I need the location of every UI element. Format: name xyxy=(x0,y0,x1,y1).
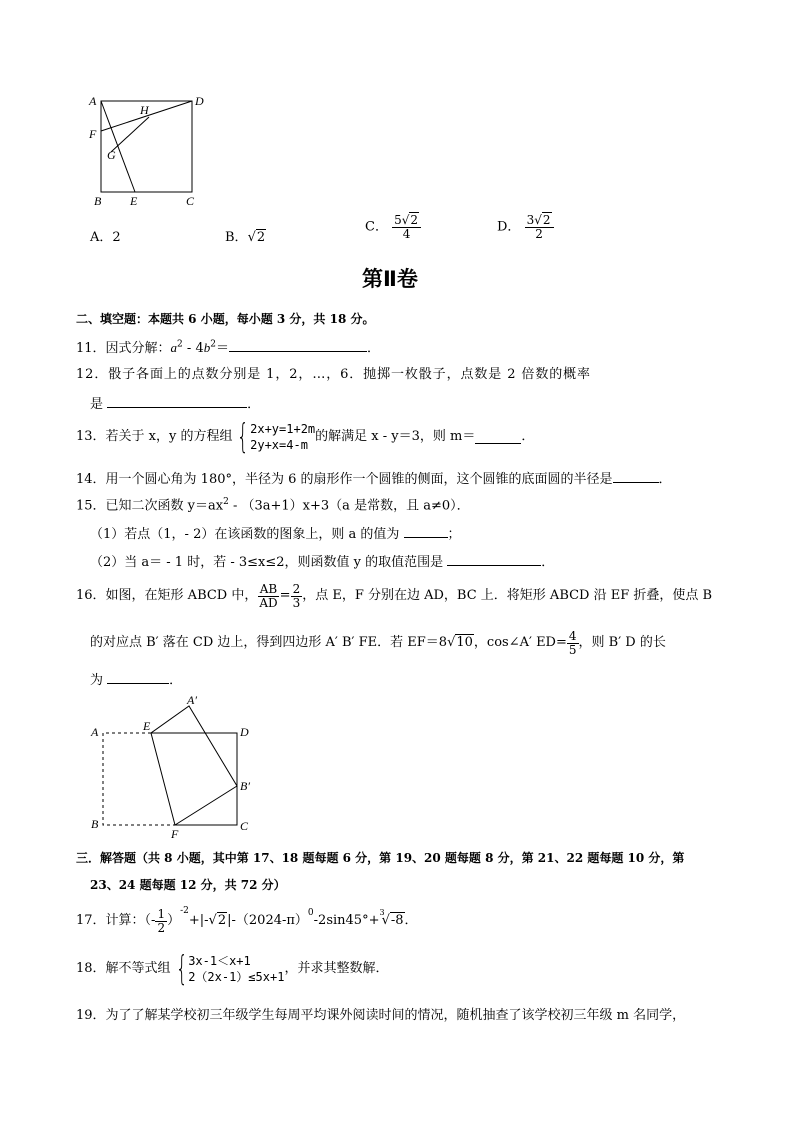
label-c: C xyxy=(186,194,195,208)
label-a: A xyxy=(89,94,97,108)
segment-ae xyxy=(101,101,135,192)
question-12-line1: 12．骰子各面上的点数分别是 1，2，…，6．抛掷一枚骰子，点数是 2 倍数的概率 xyxy=(76,367,591,382)
sqrt: √2 xyxy=(247,230,266,245)
section-3-heading-line1: 三．解答题（共 8 小题，其中第 17、18 题每题 6 分，第 19、20 题每题 8 分，第 21、22 题每题 10 分，第 xyxy=(76,851,685,865)
label-b: B xyxy=(94,194,102,208)
brace: { xyxy=(237,417,250,457)
question-15-part2: （2）当 a＝ - 1 时，若 - 3≤x≤2，则函数值 y 的取值范围是 ． xyxy=(90,555,555,570)
fraction: $\frac{AB}{AD}$ xyxy=(259,582,278,610)
choice-b[interactable]: B．√2 xyxy=(225,230,266,245)
fraction: $\frac{1}{2}$ xyxy=(157,907,166,935)
label-b-prime: B′ xyxy=(240,779,250,793)
answer-blank[interactable] xyxy=(404,525,448,538)
answer-blank[interactable] xyxy=(613,470,659,483)
section-3-heading-line2: 23、24 题每题 12 分，共 72 分） xyxy=(90,878,286,892)
sqrt: √2 xyxy=(208,913,227,929)
question-13: 13．若关于 x，y 的方程组 { 2x+y=1+2m 2y+x=4-m 的解满足 x - y＝3，则 m＝ ． xyxy=(76,417,535,457)
choice-d[interactable]: D． $\frac{3√2}{2}$ xyxy=(497,214,554,240)
folded-quadrilateral xyxy=(151,706,237,825)
fraction: $\frac{2}{3}$ xyxy=(292,582,301,610)
rectangle-remaining xyxy=(151,733,237,825)
answer-blank[interactable] xyxy=(475,431,521,444)
fraction: $\frac{5√2}{4}$ xyxy=(392,214,421,240)
figure-folded-rectangle xyxy=(85,692,265,842)
section-2-heading: 二、填空题：本题共 6 小题，每小题 3 分，共 18 分。 xyxy=(76,312,375,326)
question-11: 11．因式分解：$a^2 - 4b^2=$ ． xyxy=(76,339,380,356)
figure-square-abcd xyxy=(80,88,210,213)
question-18: 18．解不等式组 { 3x-1＜x+1 2（2x-1）≤5x+1 ，并求其整数解． xyxy=(76,949,389,989)
label-d: D xyxy=(195,94,204,108)
fraction: $\frac{4}{5}$ xyxy=(568,629,577,657)
cube-root: √-8 xyxy=(381,913,404,929)
sqrt: √10 xyxy=(447,635,473,651)
answer-blank[interactable] xyxy=(229,339,367,352)
volume-title: 第Ⅱ卷 xyxy=(362,267,418,291)
answer-blank[interactable] xyxy=(447,553,541,566)
original-part-dashed xyxy=(103,733,175,825)
label-c: C xyxy=(240,819,249,833)
label-a-prime: A′ xyxy=(187,693,197,707)
question-16-line3: 为 ． xyxy=(90,673,183,688)
answer-blank[interactable] xyxy=(107,671,169,684)
label-b: B xyxy=(91,817,99,831)
label-d: D xyxy=(240,725,249,739)
answer-blank[interactable] xyxy=(107,395,247,408)
question-12-line2: 是 ． xyxy=(90,397,261,412)
label-e: E xyxy=(143,719,151,733)
brace: { xyxy=(175,949,188,989)
label-h: H xyxy=(140,103,149,117)
question-14: 14．用一个圆心角为 180°，半径为 6 的扇形作一个圆锥的侧面，这个圆锥的底面圆的半径是 ． xyxy=(76,472,672,487)
question-19: 19．为了了解某学校初三年级学生每周平均课外阅读时间的情况，随机抽查了该学校初三年级 m 名同学， xyxy=(76,1008,686,1023)
label-g: G xyxy=(107,148,116,162)
fraction: $\frac{3√2}{2}$ xyxy=(525,214,554,240)
label-f: F xyxy=(89,127,97,141)
label-a: A xyxy=(91,725,99,739)
label-f: F xyxy=(171,827,179,841)
choice-a[interactable]: A．2 xyxy=(90,230,121,245)
question-15-stem: 15．已知二次函数 $y=ax^2 - (3a+1)x+3(a$ 是常数，且 a≠0）． xyxy=(76,497,470,514)
question-16-line1: 16．如图，在矩形 ABCD 中， $\frac{AB}{AD}$ = $\frac{2}{3}$ ，点 E，F 分别在边 AD，BC 上．将矩形 ABCD 沿 EF 折叠，使点 B xyxy=(76,582,713,610)
question-17: 17．计算：（- $\frac{1}{2}$ ） $^{-2}$ +|- √2 |-（2024-π） $^0$ -2sin45°+ $^3$ √-8 ． xyxy=(76,905,418,935)
choice-c[interactable]: C． $\frac{5√2}{4}$ xyxy=(365,214,421,240)
segment-gh xyxy=(111,117,149,152)
question-15-part1: （1）若点（1，- 2）在该函数的图象上，则 a 的值为 ； xyxy=(90,527,461,542)
question-16-line2: 的对应点 B′ 落在 CD 边上，得到四边形 A′ B′ FE．若 EF＝8 √10 ，cos∠A′ ED= $\frac{4}{5}$ ，则 B′ D 的长 xyxy=(90,629,666,657)
label-e: E xyxy=(130,194,138,208)
